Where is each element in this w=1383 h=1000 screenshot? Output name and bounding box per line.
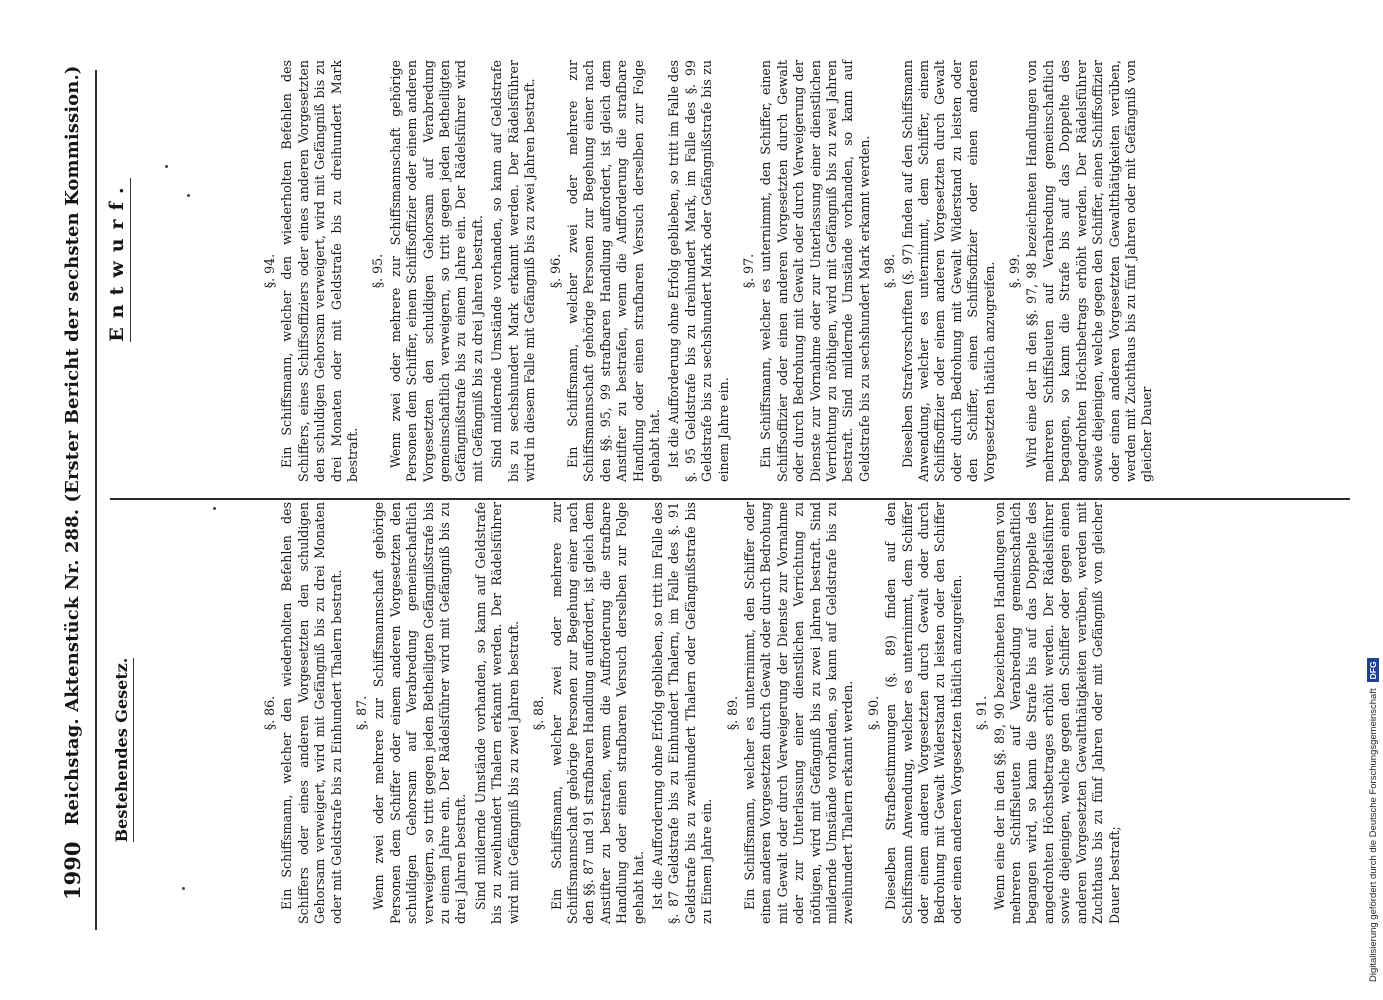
column-divider — [110, 499, 1350, 501]
paragraph: Ein Schiffsmann, welcher zwei oder mehrere zur Schiffsmannschaft gehörige Personen zur Begehung einer nach den §§. 87 und 91 strafbaren Handlung auffordert, ist gleich dem Anstifter zu bestrafen, wenn die Aufforderung die strafbare Handlung oder einen strafbaren Versuch derselben zur Folge gehabt hat. — [548, 502, 646, 924]
section-heading: §. 96. — [547, 253, 563, 289]
digitization-credit — [1366, 8, 1380, 992]
ink-speck — [182, 887, 185, 890]
section-heading: §. 95. — [370, 253, 386, 289]
credit-text: Digitalisierung gefördert durch die Deutsche Forschungsgemeinschaft — [1367, 688, 1379, 982]
paragraph: Ein Schiffsmann, welcher den wiederholten Befehlen des Schiffers oder eines anderen Vorgesetzten den schuldigen Gehorsam verweigert, wird mit Gefängniß bis zu drei Monaten oder mit Geldstrafe bis zu Einhundert Thalern bestraft. — [279, 502, 344, 924]
section-heading: §. 94. — [262, 253, 277, 289]
section-heading: §. 98. — [882, 253, 898, 289]
page-header — [50, 20, 95, 900]
ink-speck — [187, 194, 190, 197]
right-column — [262, 60, 1159, 482]
ink-speck — [165, 165, 168, 168]
section-heading: §. 86. — [262, 695, 277, 731]
ink-speck — [213, 507, 216, 510]
section-heading: §. 88. — [531, 695, 547, 731]
paragraph: Wenn zwei oder mehrere zur Schiffsmannschaft gehörige Personen dem Schiffer, einem Schiffsoffizier oder einem anderen Vorgesetzten den schuldigen Gehorsam auf Verabredung gemeinschaftlich verweigern, so tritt gegen jeden Betheiligten Gefängnißstrafe bis zu einem Jahre ein. Der Rädelsführer wird mit Gefängniß bis zu drei Jahren bestraft. — [387, 60, 485, 482]
left-column-title: Bestehendes Gesetz. — [112, 570, 134, 930]
header-rule — [95, 70, 97, 930]
section-heading: §. 97. — [740, 253, 756, 289]
section-heading: §. 87. — [354, 695, 370, 731]
section-heading: §. 89. — [724, 695, 740, 731]
paragraph: Ist die Aufforderung ohne Erfolg geblieben, so tritt im Falle des §. 87 Geldstrafe bis zu Einhundert Thalern, im Falle des §. 91 Geldstrafe bis zu zweihundert Thalern oder Gefängnißstrafe bis zu Einem Jahre ein. — [649, 502, 715, 924]
left-column — [262, 502, 1126, 924]
right-column-title: Entwurf. — [106, 80, 131, 440]
paragraph: Dieselben Strafvorschriften (§. 97) finden auf den Schiffsmann Anwendung, welcher es unternimmt, dem Schiffer, einem Schiffsoffizier oder einem anderen Vorgesetzten durch Gewalt oder durch Bedrohung mit Gewalt Widerstand zu leisten oder den Schiffer, einen Schiffsoffizier oder einen anderen Vorgesetzten thätlich anzugreifen. — [899, 60, 997, 482]
paragraph: Dieselben Strafbestimmungen (§. 89) finden auf den Schiffsmann Anwendung, welcher es unternimmt, dem Schiffer oder einem anderen Vorgesetzten durch Gewalt oder durch Bedrohung mit Gewalt Widerstand zu leisten oder den Schiffer oder einen anderen Vorgesetzten thätlich anzugreifen. — [883, 502, 964, 924]
paragraph: Ein Schiffsmann, welcher es unternimmt, den Schiffer oder einen anderen Vorgesetzten durch Gewalt oder durch Bedrohung mit Gewalt oder durch Verweigerung der Dienste zur Vornahme oder zur Unterlassung einer dienstlichen Verrichtung zu nöthigen, wird mit Gefängniß bis zu zwei Jahren bestraft. Sind mildernde Umstände vorhanden, so kann auf Geldstrafe bis zu zweihundert Thalern erkannt werden. — [741, 502, 856, 924]
digitization-credit-rotated — [1366, 8, 1380, 992]
paragraph: Wird eine der in den §§. 97, 98 bezeichneten Handlungen von mehreren Schiffsleuten auf Verabredung gemeinschaftlich begangen, so kann die Strafe bis auf das Doppelte des angedrohten Höchstbetrags erhöht werden. Der Rädelsführer sowie diejenigen, welche gegen den Schiffer, einen Schiffsoffizier oder einen anderen Vorgesetzten Gewaltthätigkeiten verüben, werden mit Zuchthaus bis zu fünf Jahren oder mit Gefängniß von gleicher Dauer — [1024, 60, 1155, 482]
paragraph: Wenn eine der in den §§. 89, 90 bezeichneten Handlungen von mehreren Schiffsleuten auf Verabredung gemeinschaftlich begangen wird, so kann die Strafe bis auf das Doppelte des angedrohten Höchstbetrages erhöht werden. Der Rädelsführer sowie diejenigen, welche gegen den Schiffer oder gegen einen anderen Vorgesetzten Gewaltthätigkeiten verüben, werden mit Zuchthaus bis zu fünf Jahren oder mit Gefängniß von gleicher Dauer bestraft; — [991, 502, 1122, 924]
dfg-logo: DFG — [1367, 658, 1379, 682]
section-heading: §. 99. — [1007, 253, 1023, 289]
paragraph: Wenn zwei oder mehrere zur Schiffsmannschaft gehörige Personen dem Schiffer oder einem anderen Vorgesetzten den schuldigen Gehorsam auf Verabredung gemeinschaftlich verweigern, so tritt gegen jeden Betheiligten Gefängnißstrafe bis zu einem Jahre ein. Der Rädelsführer wird mit Gefängniß bis zu drei Jahren bestraft. — [371, 502, 469, 924]
paragraph: Ein Schiffsmann, welcher den wiederholten Befehlen des Schiffers, eines Schiffsoffiziers oder eines anderen Vorgesetzten den schuldigen Gehorsam verweigert, wird mit Gefängniß bis zu drei Monaten oder mit Geldstrafe bis zu dreihundert Mark bestraft. — [279, 60, 361, 482]
page-number: 1990 — [60, 841, 85, 900]
paragraph: Ein Schiffsmann, welcher zwei oder mehrere zur Schiffsmannschaft gehörige Personen zur Begehung einer nach den §§. 95, 99 strafbaren Handlung auffordert, ist gleich dem Anstifter zu bestrafen, wenn die Aufforderung die strafbare Handlung oder einen strafbaren Versuch derselben zur Folge gehabt hat. — [564, 60, 662, 482]
header-text: Reichstag. Aktenstück Nr. 288. (Erster Bericht der sechsten Kommission.) — [62, 65, 83, 826]
paragraph: Ein Schiffsmann, welcher es unternimmt, den Schiffer, einen Schiffsoffizier oder einen anderen Vorgesetzten durch Gewalt oder durch Bedrohung mit Gewalt oder durch Verweigerung der Dienste zur Vornahme oder zur Unterlassung einer dienstlichen Verrichtung zu nöthigen, wird mit Gefängniß bis zu zwei Jahren bestraft. Sind mildernde Umstände vorhanden, so kann auf Geldstrafe bis zu sechshundert Mark erkannt werden. — [758, 60, 872, 482]
section-heading: §. 90. — [865, 695, 881, 731]
section-heading: §. 91. — [974, 695, 990, 731]
paragraph: Sind mildernde Umstände vorhanden, so kann auf Geldstrafe bis zu sechshundert Mark erkannt werden. Der Rädelsführer wird in diesem Falle mit Gefängniß bis zu zwei Jahren bestraft. — [489, 60, 538, 482]
paragraph: Sind mildernde Umstände vorhanden, so kann auf Geldstrafe bis zu zweihundert Thalern erkannt werden. Der Rädelsführer wird mit Gefängniß bis zu zwei Jahren bestraft. — [472, 502, 521, 924]
paragraph: Ist die Aufforderung ohne Erfolg geblieben, so tritt im Falle des §. 95 Geldstrafe bis zu dreihundert Mark, im Falle des §. 99 Geldstrafe bis zu sechshundert Mark oder Gefängnißstrafe bis zu einem Jahre ein. — [666, 60, 731, 482]
